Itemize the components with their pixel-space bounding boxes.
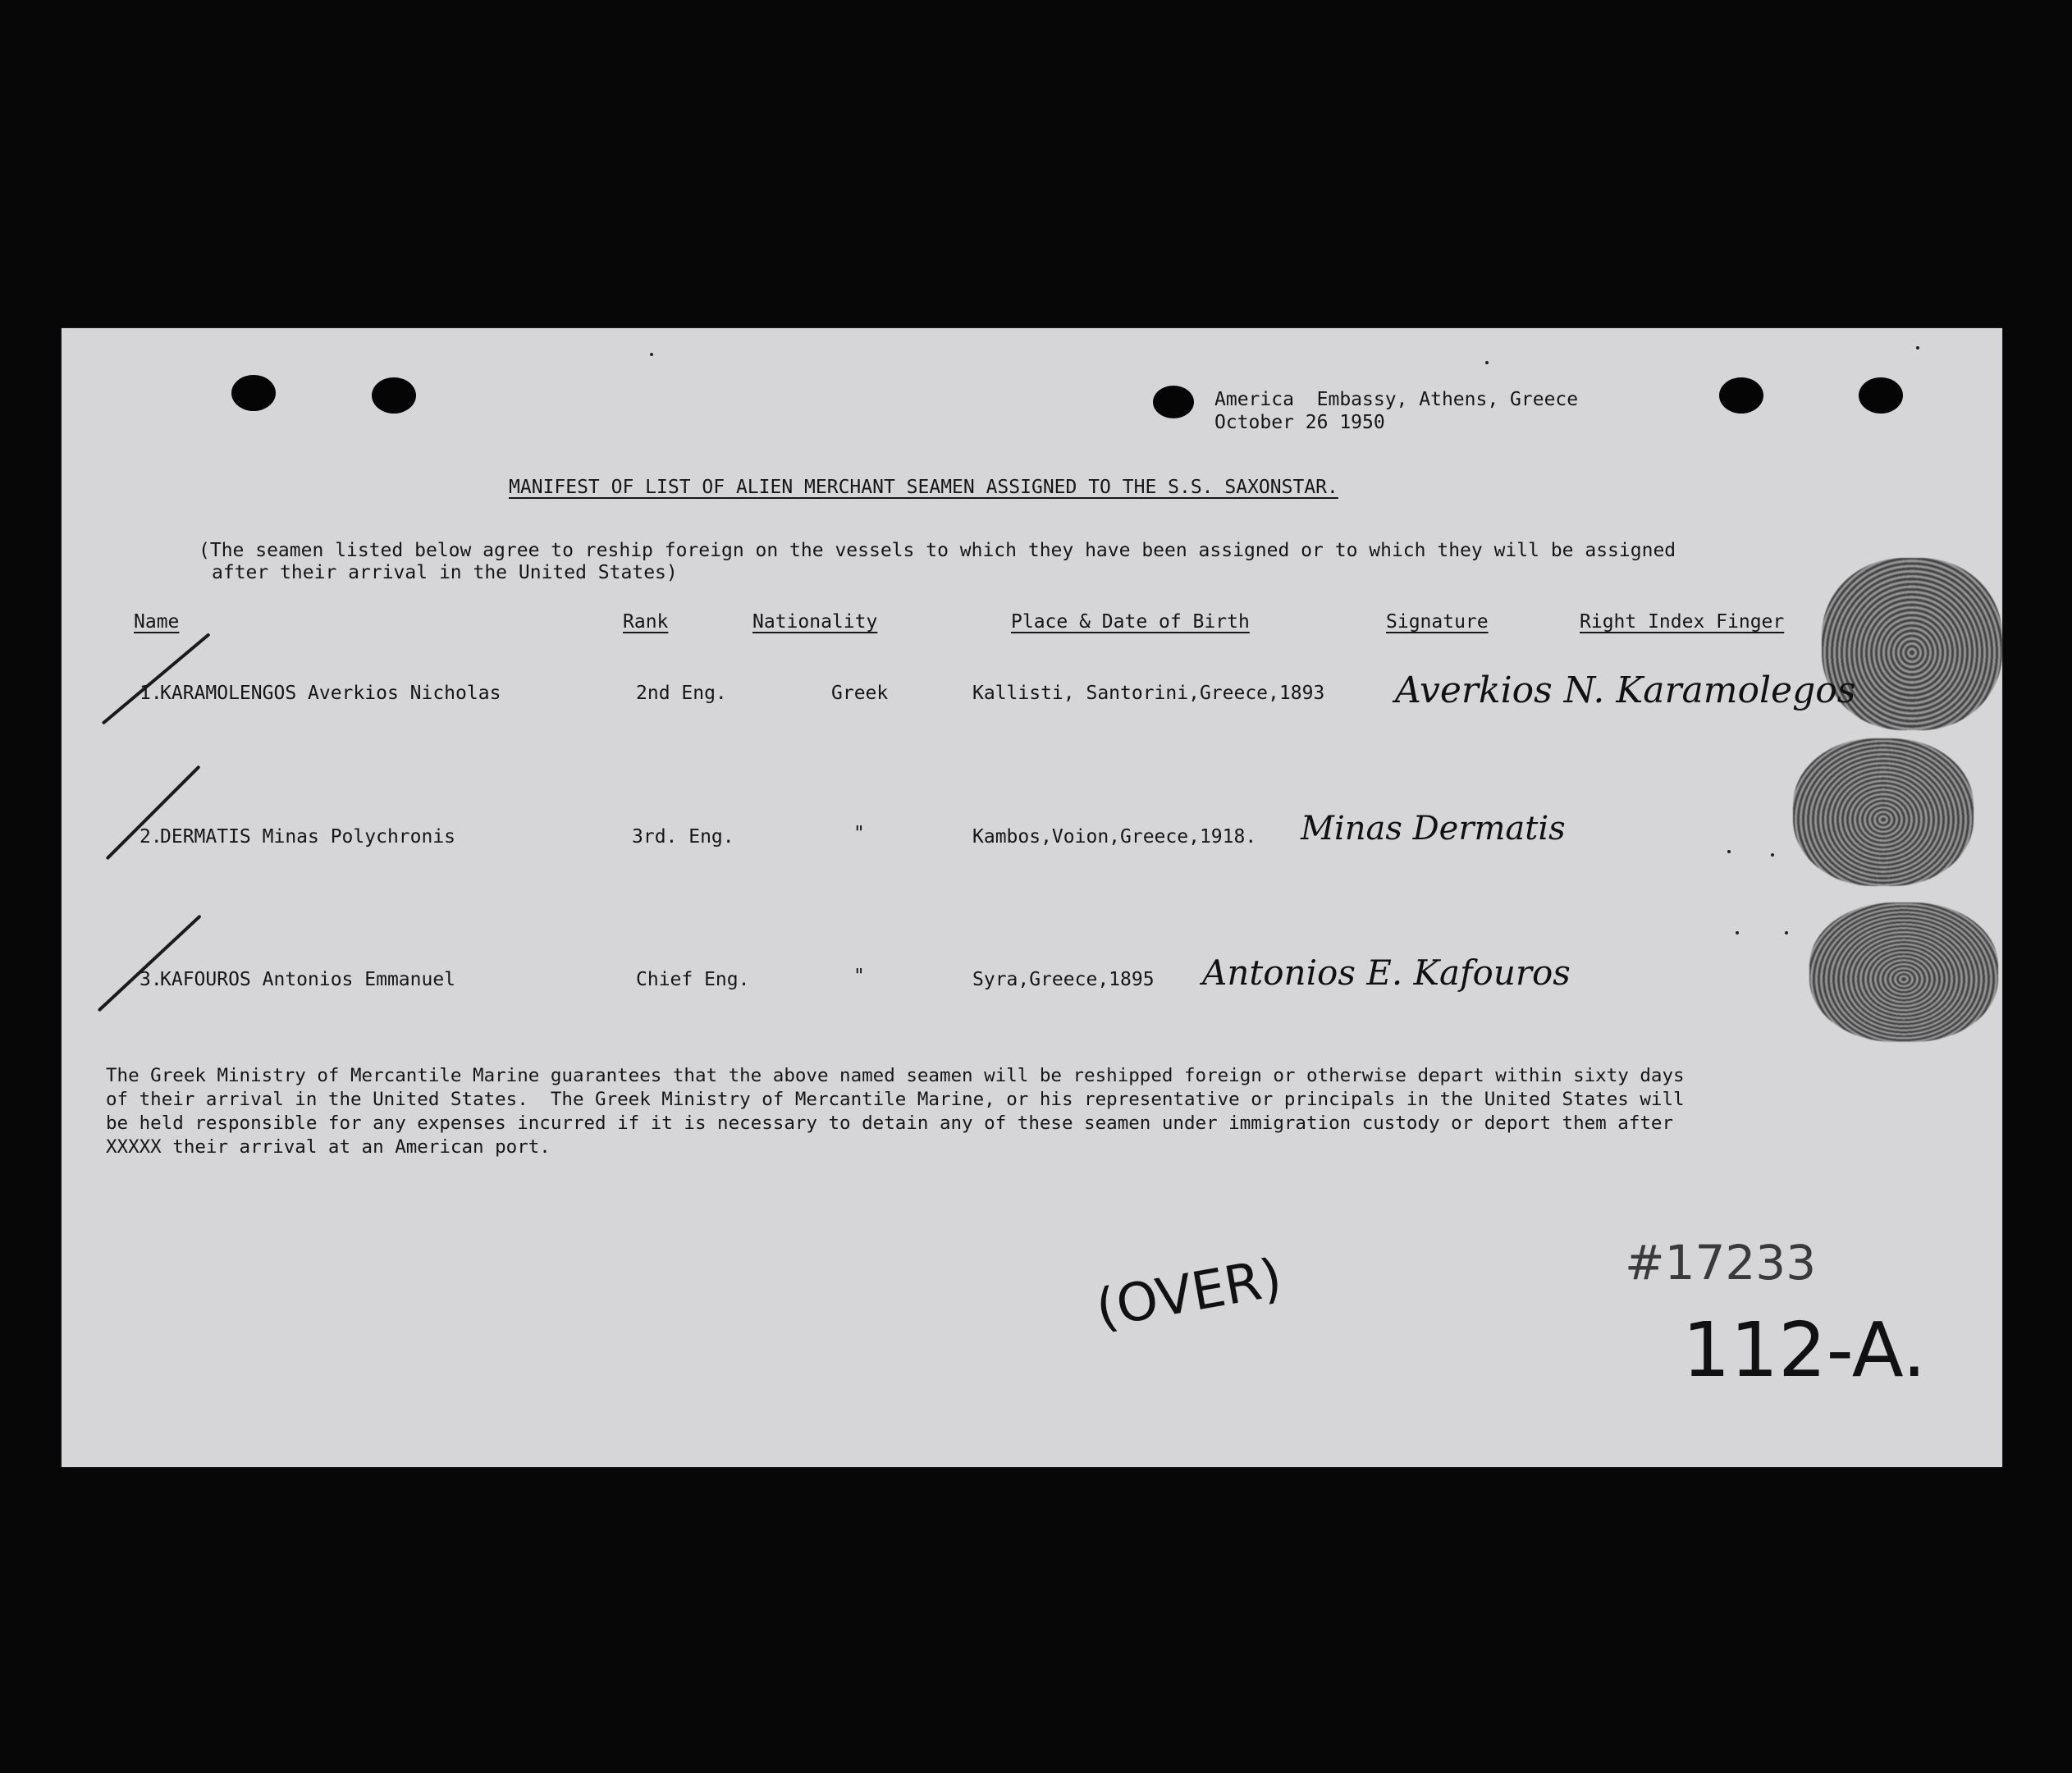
column-header-name: Name: [134, 611, 180, 633]
speck: [1785, 931, 1788, 934]
seaman-signature: Averkios N. Karamolegos: [1395, 669, 1856, 711]
column-header-birth: Place & Date of Birth: [1011, 611, 1250, 633]
seaman-rank: 2nd Eng.: [636, 683, 727, 704]
guarantee-line-3: be held responsible for any expenses incurred if it is necessary to detain any of these seamen under immigration custody or deport them after: [106, 1113, 1674, 1134]
column-header-finger: Right Index Finger: [1580, 611, 1785, 633]
check-mark: [102, 633, 211, 724]
date-line: October 26 1950: [1214, 412, 1385, 433]
speck: [1727, 850, 1731, 853]
row-number: 2.: [140, 826, 162, 848]
seaman-name: KARAMOLENGOS Averkios Nicholas: [160, 683, 501, 704]
column-header-rank: Rank: [623, 611, 669, 633]
intro-line-1: (The seamen listed below agree to reship foreign on the vessels to which they have been assigned or to which they will be assigned: [199, 540, 1676, 561]
column-header-signature: Signature: [1386, 611, 1489, 633]
seaman-rank: Chief Eng.: [636, 969, 750, 990]
over-note: (OVER): [1091, 1247, 1287, 1341]
row-number: 3.: [140, 969, 162, 990]
seaman-nationality: ": [853, 823, 865, 844]
speck: [1485, 361, 1489, 364]
guarantee-line-4: XXXXX their arrival at an American port.: [106, 1136, 551, 1158]
speck: [1736, 931, 1739, 934]
embassy-line: America Embassy, Athens, Greece: [1214, 389, 1579, 410]
seaman-signature: Antonios E. Kafouros: [1202, 953, 1571, 993]
seaman-signature: Minas Dermatis: [1301, 810, 1566, 848]
punch-hole: [1719, 377, 1763, 414]
seaman-birth: Kambos,Voion,Greece,1918.: [972, 826, 1257, 848]
seaman-birth: Kallisti, Santorini,Greece,1893: [972, 683, 1325, 704]
speck: [1916, 346, 1919, 350]
fingerprint-2: [1793, 738, 1974, 886]
guarantee-line-1: The Greek Ministry of Mercantile Marine guarantees that the above named seamen will be reshipped foreign or otherwise depart within sixty days: [106, 1065, 1685, 1086]
check-mark: [98, 915, 202, 1012]
manifest-title: MANIFEST OF LIST OF ALIEN MERCHANT SEAMEN ASSIGNED TO THE S.S. SAXONSTAR.: [509, 477, 1338, 498]
punch-hole: [1153, 386, 1194, 418]
fingerprint-3: [1809, 902, 1998, 1042]
punch-hole: [231, 375, 276, 411]
file-number: #17233: [1625, 1235, 1817, 1291]
seaman-name: KAFOUROS Antonios Emmanuel: [160, 969, 456, 990]
document-page: [62, 328, 2002, 1467]
seaman-name: DERMATIS Minas Polychronis: [160, 826, 456, 848]
speck: [650, 353, 653, 356]
speck: [1771, 853, 1774, 857]
seaman-nationality: Greek: [831, 683, 889, 704]
reference-number: 112-A.: [1682, 1306, 1927, 1394]
intro-line-2: after their arrival in the United States): [212, 562, 678, 583]
row-number: 1.: [140, 683, 162, 704]
guarantee-line-2: of their arrival in the United States. The Greek Ministry of Mercantile Marine, or his representative or principals in the United States will: [106, 1089, 1685, 1110]
punch-hole: [372, 377, 416, 414]
seaman-rank: 3rd. Eng.: [632, 826, 734, 848]
seaman-birth: Syra,Greece,1895: [972, 969, 1155, 990]
seaman-nationality: ": [853, 966, 865, 987]
column-header-nationality: Nationality: [752, 611, 878, 633]
punch-hole: [1859, 377, 1903, 414]
